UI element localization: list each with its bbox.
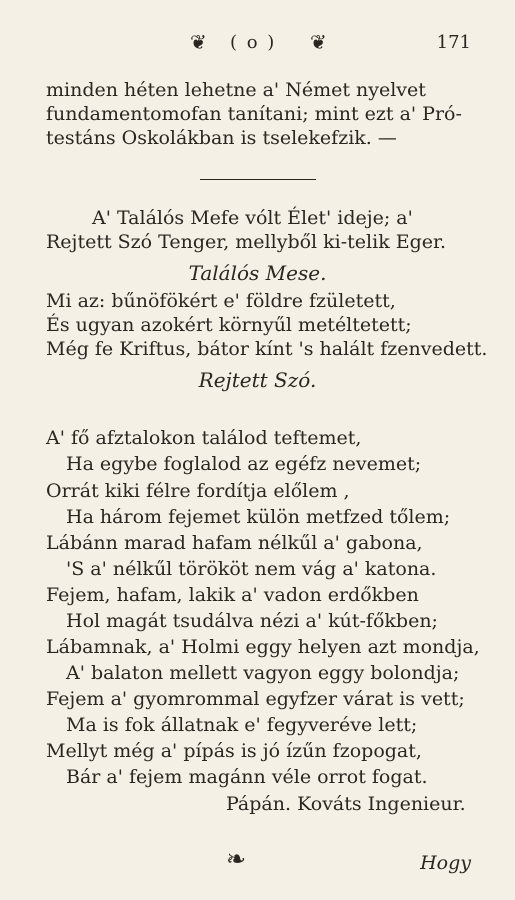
poem-line: Mellyt még a' pípás is jó ízűn fzopogat, bbox=[46, 740, 422, 762]
poem-line: Lábamnak, a' Holmi eggy helyen azt mondja, bbox=[46, 636, 480, 658]
page-number: 171 bbox=[436, 32, 471, 53]
poem-line: Hol magát tsudálva nézi a' kút-főkben; bbox=[66, 610, 438, 632]
poem-line: Orrát kiki félre fordítja előlem , bbox=[46, 480, 350, 502]
poem-line: Lábánn marad hafam nélkűl a' gabona, bbox=[46, 532, 423, 554]
riddle-title: Találós Mese. bbox=[188, 261, 327, 285]
poem-line: Ma is fok állatnak e' fegyveréve lett; bbox=[66, 714, 418, 736]
intro-line: fundamentomofan tanítani; mint ezt a' Pró- bbox=[46, 103, 462, 125]
poem-line: A' balaton mellett vagyon eggy bolondja; bbox=[66, 662, 460, 684]
left-ornament-icon: ❦ bbox=[190, 30, 207, 54]
page-marker: ( o ) bbox=[230, 32, 277, 53]
page-header bbox=[0, 30, 515, 56]
poem-line: 'S a' nélkűl törököt nem vág a' katona. bbox=[66, 558, 437, 580]
section-divider bbox=[200, 179, 316, 180]
announce-line: A' Találós Mefe vólt Élet' ideje; a' bbox=[92, 207, 413, 229]
poem-line: Bár a' fejem magánn véle orrot fogat. bbox=[66, 766, 428, 788]
hidden-word-title: Rejtett Szó. bbox=[198, 368, 317, 392]
intro-line: testáns Oskolákban is tselekefzik. — bbox=[46, 127, 397, 149]
poem-line: Fejem, hafam, lakik a' vadon erdőkben bbox=[46, 584, 419, 606]
signature: Pápán. Kováts Ingenieur. bbox=[226, 793, 466, 815]
riddle-line: Mi az: bűnöfökért e' földre fzületett, bbox=[46, 290, 396, 312]
riddle-line: Még fe Kriftus, bátor kínt 's halált fzenvedett. bbox=[46, 338, 488, 360]
riddle-line: És ugyan azokért környűl metéltetett; bbox=[46, 314, 412, 336]
announce-line: Rejtett Szó Tenger, mellyből ki-telik Eger. bbox=[46, 231, 447, 253]
catchword: Hogy bbox=[420, 852, 471, 874]
poem-line: Ha egybe foglalod az egéfz nevemet; bbox=[66, 453, 422, 475]
right-ornament-icon: ❦ bbox=[310, 30, 327, 54]
intro-line: minden héten lehetne a' Német nyelvet bbox=[46, 79, 426, 101]
poem-line: Ha három fejemet külön metfzed tőlem; bbox=[66, 506, 451, 528]
poem-line: Fejem a' gyomrommal egyfzer várat is vett; bbox=[46, 688, 465, 710]
poem-line: A' fő afztalokon találod teftemet, bbox=[46, 427, 362, 449]
bottom-ornament-icon: ❧ bbox=[226, 845, 247, 873]
